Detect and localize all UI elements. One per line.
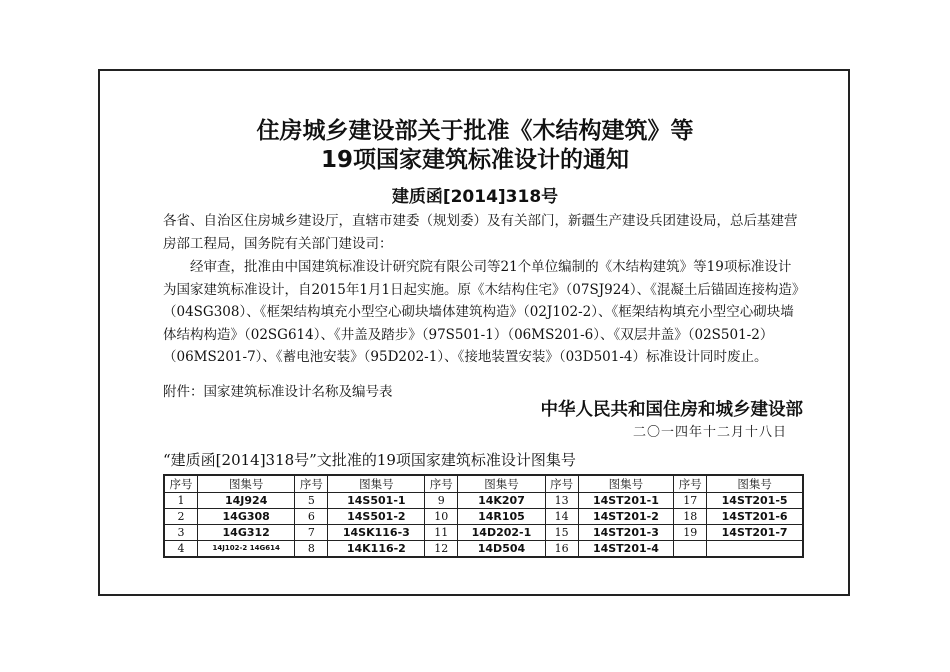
header-cell: 图集号 xyxy=(198,475,295,493)
atlas-number-table xyxy=(163,474,804,558)
issuer-name: 中华人民共和国住房和城乡建设部 xyxy=(540,400,803,420)
atlas-code-cell: 14D504 xyxy=(458,541,545,558)
document-number: 建质函[2014]318号 xyxy=(391,187,559,207)
serial-cell: 3 xyxy=(164,525,198,541)
atlas-code-cell: 14ST201-6 xyxy=(707,509,803,525)
serial-cell: 5 xyxy=(295,493,328,509)
serial-cell: 18 xyxy=(674,509,707,525)
serial-cell: 12 xyxy=(425,541,458,558)
atlas-code-cell: 14ST201-1 xyxy=(578,493,674,509)
serial-cell: 19 xyxy=(674,525,707,541)
table-row xyxy=(164,493,803,509)
atlas-code-cell: 14R105 xyxy=(458,509,545,525)
approval-paragraph: 经审查，批准由中国建筑标准设计研究院有限公司等21个单位编制的《木结构建筑》等19项标准设计为国家建筑标准设计，自2015年1月1日起实施。原《木结构住宅》（07SJ924）、《混凝土后锚固连接构造》（04SG308）、《框架结构填充小型空心砌块墙体建筑构造》（02J102-2）、《框架结构填充小型空心砌块墙体结构构造》（02SG614）、《井盖及踏步》（97S501-1）（06MS201-6）、《双层井盖》（02S501-2）（06MS201-7）、《蓄电池安装》（95D202-1）、《接地装置安装》（03D501-4）标准设计同时废止。 xyxy=(163,259,799,366)
serial-cell: 7 xyxy=(295,525,328,541)
header-cell: 序号 xyxy=(674,475,707,493)
serial-cell: 4 xyxy=(164,541,198,558)
header-cell: 图集号 xyxy=(458,475,545,493)
atlas-code-cell: 14SK116-3 xyxy=(328,525,425,541)
atlas-code-cell: 14G308 xyxy=(198,509,295,525)
serial-cell: 8 xyxy=(295,541,328,558)
serial-cell: 17 xyxy=(674,493,707,509)
header-cell: 序号 xyxy=(295,475,328,493)
attachment-line: 附件：国家建筑标准设计名称及编号表 xyxy=(163,384,393,400)
atlas-code-cell: 14ST201-7 xyxy=(707,525,803,541)
table-row xyxy=(164,525,803,541)
atlas-code-cell: 14S501-2 xyxy=(328,509,425,525)
notice-title-line2: 19项国家建筑标准设计的通知 xyxy=(320,147,629,173)
table-row xyxy=(164,541,803,558)
atlas-code-cell: 14S501-1 xyxy=(328,493,425,509)
table-row xyxy=(164,509,803,525)
serial-cell: 11 xyxy=(425,525,458,541)
serial-cell: 14 xyxy=(545,509,578,525)
notice-title-line1: 住房城乡建设部关于批准《木结构建筑》等 xyxy=(256,118,694,144)
atlas-code-cell: 14K207 xyxy=(458,493,545,509)
serial-cell: 16 xyxy=(545,541,578,558)
serial-cell: 1 xyxy=(164,493,198,509)
addressee-paragraph: 各省、自治区住房城乡建设厅，直辖市建委（规划委）及有关部门，新疆生产建设兵团建设局，总后基建营房部工程局，国务院有关部门建设司： xyxy=(163,213,798,252)
header-cell: 序号 xyxy=(425,475,458,493)
atlas-code-cell: 14G312 xyxy=(198,525,295,541)
atlas-code-cell: 14D202-1 xyxy=(458,525,545,541)
atlas-code-cell: 14ST201-2 xyxy=(578,509,674,525)
atlas-code-cell: 14J102-2 14G614 xyxy=(198,541,295,558)
header-cell: 序号 xyxy=(545,475,578,493)
header-cell: 序号 xyxy=(164,475,198,493)
serial-cell: 6 xyxy=(295,509,328,525)
atlas-code-cell xyxy=(707,541,803,558)
serial-cell: 2 xyxy=(164,509,198,525)
header-cell: 图集号 xyxy=(578,475,674,493)
atlas-code-cell: 14J924 xyxy=(198,493,295,509)
header-cell: 图集号 xyxy=(707,475,803,493)
serial-cell: 9 xyxy=(425,493,458,509)
serial-cell: 13 xyxy=(545,493,578,509)
atlas-code-cell: 14ST201-3 xyxy=(578,525,674,541)
serial-cell: 10 xyxy=(425,509,458,525)
serial-cell xyxy=(674,541,707,558)
atlas-code-cell: 14K116-2 xyxy=(328,541,425,558)
atlas-code-cell: 14ST201-4 xyxy=(578,541,674,558)
atlas-code-cell: 14ST201-5 xyxy=(707,493,803,509)
header-cell: 图集号 xyxy=(328,475,425,493)
issue-date: 二〇一四年十二月十八日 xyxy=(632,425,787,440)
serial-cell: 15 xyxy=(545,525,578,541)
table-title: “建质函[2014]318号”文批准的19项国家建筑标准设计图集号 xyxy=(163,451,576,469)
table-header-row xyxy=(164,475,803,493)
